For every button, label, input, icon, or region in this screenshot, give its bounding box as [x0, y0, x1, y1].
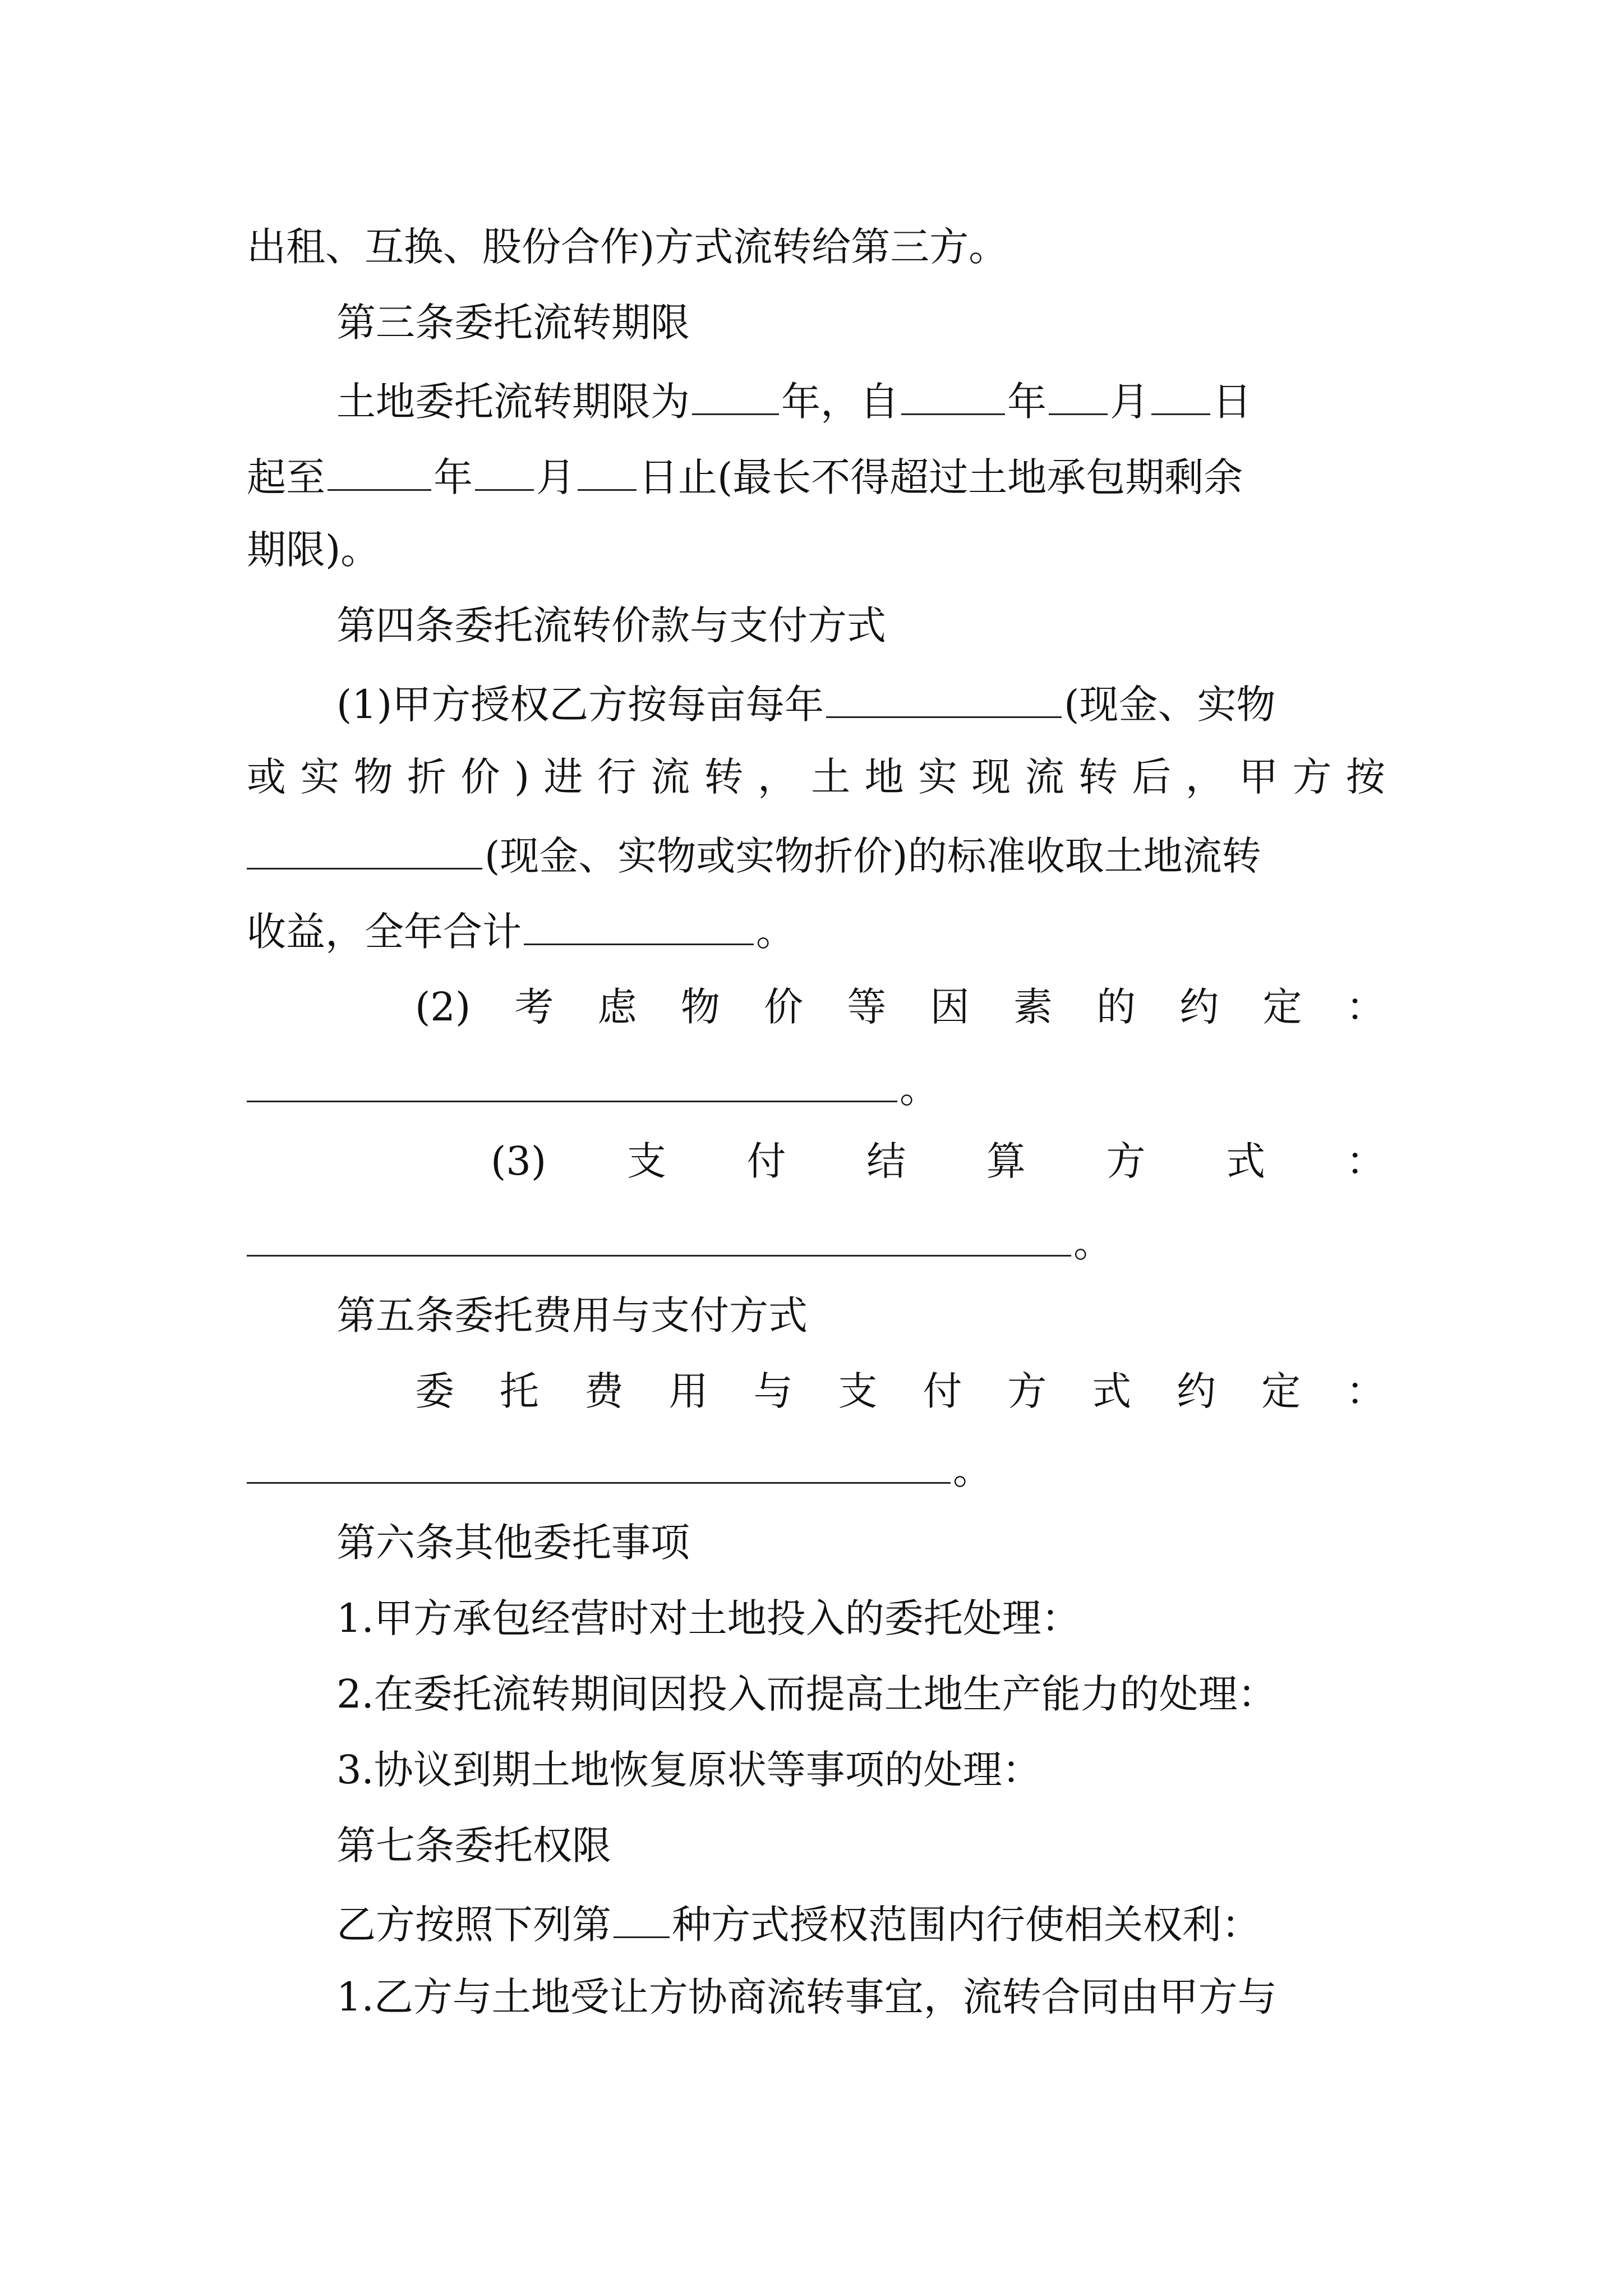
text-char: ： — [1345, 984, 1385, 1030]
text-line — [247, 754, 1385, 800]
text-char: 或 — [247, 754, 286, 800]
text-segment: 日 — [1212, 379, 1252, 425]
text-char: 用 — [668, 1368, 708, 1414]
text-char: 行 — [597, 754, 637, 800]
text-char: 支 — [626, 1138, 666, 1184]
fill-in-blank[interactable] — [328, 454, 431, 491]
text-segment: (现金、实物或实物折价)的标准收取土地流转 — [485, 833, 1261, 879]
text-segment: 年，自 — [781, 379, 899, 425]
text-char: 价 — [764, 984, 804, 1030]
list-item: 3.协议到期土地恢复原状等事项的处理： — [336, 1747, 1041, 1793]
fill-in-blank[interactable] — [1151, 379, 1210, 415]
text-line — [247, 833, 1385, 879]
text-line — [415, 984, 1385, 1030]
text-line — [247, 454, 1385, 500]
text-line — [336, 379, 1385, 425]
text-char: 物 — [353, 754, 393, 800]
text-segment: 收益，全年合计 — [247, 909, 522, 955]
text-char: ， — [1185, 754, 1225, 800]
text-char: 约 — [1177, 1368, 1216, 1414]
text-char: 定 — [1261, 1368, 1301, 1414]
text-char: 等 — [847, 984, 887, 1030]
text-line — [247, 1066, 1385, 1112]
text-char: 虑 — [597, 984, 637, 1030]
text-line — [336, 682, 1385, 728]
text-segment: 乙方按照下列第 — [336, 1902, 611, 1948]
text-segment: 日止(最长不得超过土地承包期剩余 — [639, 454, 1243, 500]
text-line — [247, 909, 1385, 955]
text-char: 素 — [1013, 984, 1053, 1030]
text-segment: 。 — [900, 1066, 939, 1112]
text-line — [247, 1447, 1385, 1493]
text-char: 因 — [930, 984, 970, 1030]
text-char: 地 — [864, 754, 904, 800]
text-segment: 年 — [1007, 379, 1046, 425]
text-char: 算 — [986, 1138, 1026, 1184]
article-heading: 第七条委托权限 — [336, 1823, 611, 1869]
text-char: 物 — [680, 984, 720, 1030]
text-segment: 月 — [1110, 379, 1149, 425]
text-char: 流 — [1025, 754, 1064, 800]
text-char: 实 — [917, 754, 957, 800]
text-char: 甲 — [1239, 754, 1279, 800]
article-heading: 第三条委托流转期限 — [336, 300, 690, 346]
text-char: (2) — [415, 984, 471, 1030]
text-line: 期限)。 — [247, 527, 380, 573]
fill-in-blank[interactable] — [247, 1066, 897, 1102]
fill-in-blank[interactable] — [901, 379, 1005, 415]
text-char: 约 — [1179, 984, 1219, 1030]
text-segment: 。 — [953, 1447, 992, 1493]
text-char: 折 — [407, 754, 447, 800]
text-segment: 。 — [1073, 1220, 1113, 1266]
text-char: 转 — [704, 754, 744, 800]
text-char: 与 — [753, 1368, 793, 1414]
text-char: 支 — [838, 1368, 878, 1414]
text-char: ： — [1345, 1368, 1385, 1414]
text-segment: 。 — [756, 909, 795, 955]
list-item: 1.甲方承包经营时对土地投入的委托处理： — [336, 1595, 1081, 1641]
fill-in-blank[interactable] — [524, 909, 754, 945]
text-segment: 年 — [434, 454, 473, 500]
text-char: 方 — [1007, 1368, 1047, 1414]
text-char: 方 — [1106, 1138, 1146, 1184]
text-line: 出租、互换、股份合作)方式流转给第三方。 — [247, 224, 1008, 270]
text-segment: 土地委托流转期限为 — [336, 379, 690, 425]
text-char: 按 — [1345, 754, 1385, 800]
text-char: 结 — [866, 1138, 906, 1184]
text-char: 付 — [923, 1368, 962, 1414]
fill-in-blank[interactable] — [247, 1220, 1071, 1257]
fill-in-blank[interactable] — [692, 379, 779, 415]
text-char: 现 — [971, 754, 1011, 800]
article-heading: 第五条委托费用与支付方式 — [336, 1292, 808, 1338]
article-heading: 第六条其他委托事项 — [336, 1520, 690, 1566]
text-segment: (现金、实物 — [1064, 682, 1276, 728]
text-char: 付 — [746, 1138, 786, 1184]
text-segment: (1)甲方授权乙方按每亩每年 — [336, 682, 824, 728]
article-heading: 第四条委托流转价款与支付方式 — [336, 602, 886, 648]
text-line — [415, 1368, 1385, 1414]
text-char: 的 — [1096, 984, 1136, 1030]
text-line — [247, 1220, 1385, 1266]
text-segment: 种方式授权范围内行使相关权利： — [672, 1902, 1261, 1948]
text-char: 流 — [651, 754, 690, 800]
text-char: ： — [1345, 1138, 1385, 1184]
fill-in-blank[interactable] — [578, 454, 637, 491]
text-char: 费 — [584, 1368, 624, 1414]
text-line — [491, 1138, 1385, 1184]
text-char: 土 — [811, 754, 851, 800]
text-char: 价 — [460, 754, 500, 800]
fill-in-blank[interactable] — [475, 454, 534, 491]
text-char: ) — [514, 754, 530, 800]
list-item: 2.在委托流转期间因投入而提高土地生产能力的处理： — [336, 1671, 1277, 1717]
text-char: 转 — [1078, 754, 1118, 800]
text-char: ， — [757, 754, 797, 800]
text-segment: 月 — [536, 454, 575, 500]
fill-in-blank[interactable] — [247, 833, 482, 869]
fill-in-blank[interactable] — [1049, 379, 1108, 415]
text-char: 委 — [415, 1368, 454, 1414]
text-char: 后 — [1132, 754, 1172, 800]
text-segment: 起至 — [247, 454, 325, 500]
text-char: 托 — [499, 1368, 539, 1414]
text-char: 进 — [543, 754, 583, 800]
text-line — [336, 1902, 1385, 1948]
text-char: 式 — [1092, 1368, 1132, 1414]
text-char: 式 — [1226, 1138, 1266, 1184]
fill-in-blank[interactable] — [826, 682, 1062, 718]
fill-in-blank[interactable] — [614, 1902, 670, 1938]
list-item: 1.乙方与土地受让方协商流转事宜，流转合同由甲方与 — [336, 1974, 1277, 2020]
text-char: 考 — [514, 984, 554, 1030]
fill-in-blank[interactable] — [247, 1447, 951, 1484]
text-char: 方 — [1292, 754, 1332, 800]
text-char: (3) — [491, 1138, 547, 1184]
text-char: 定 — [1262, 984, 1302, 1030]
text-char: 实 — [300, 754, 340, 800]
